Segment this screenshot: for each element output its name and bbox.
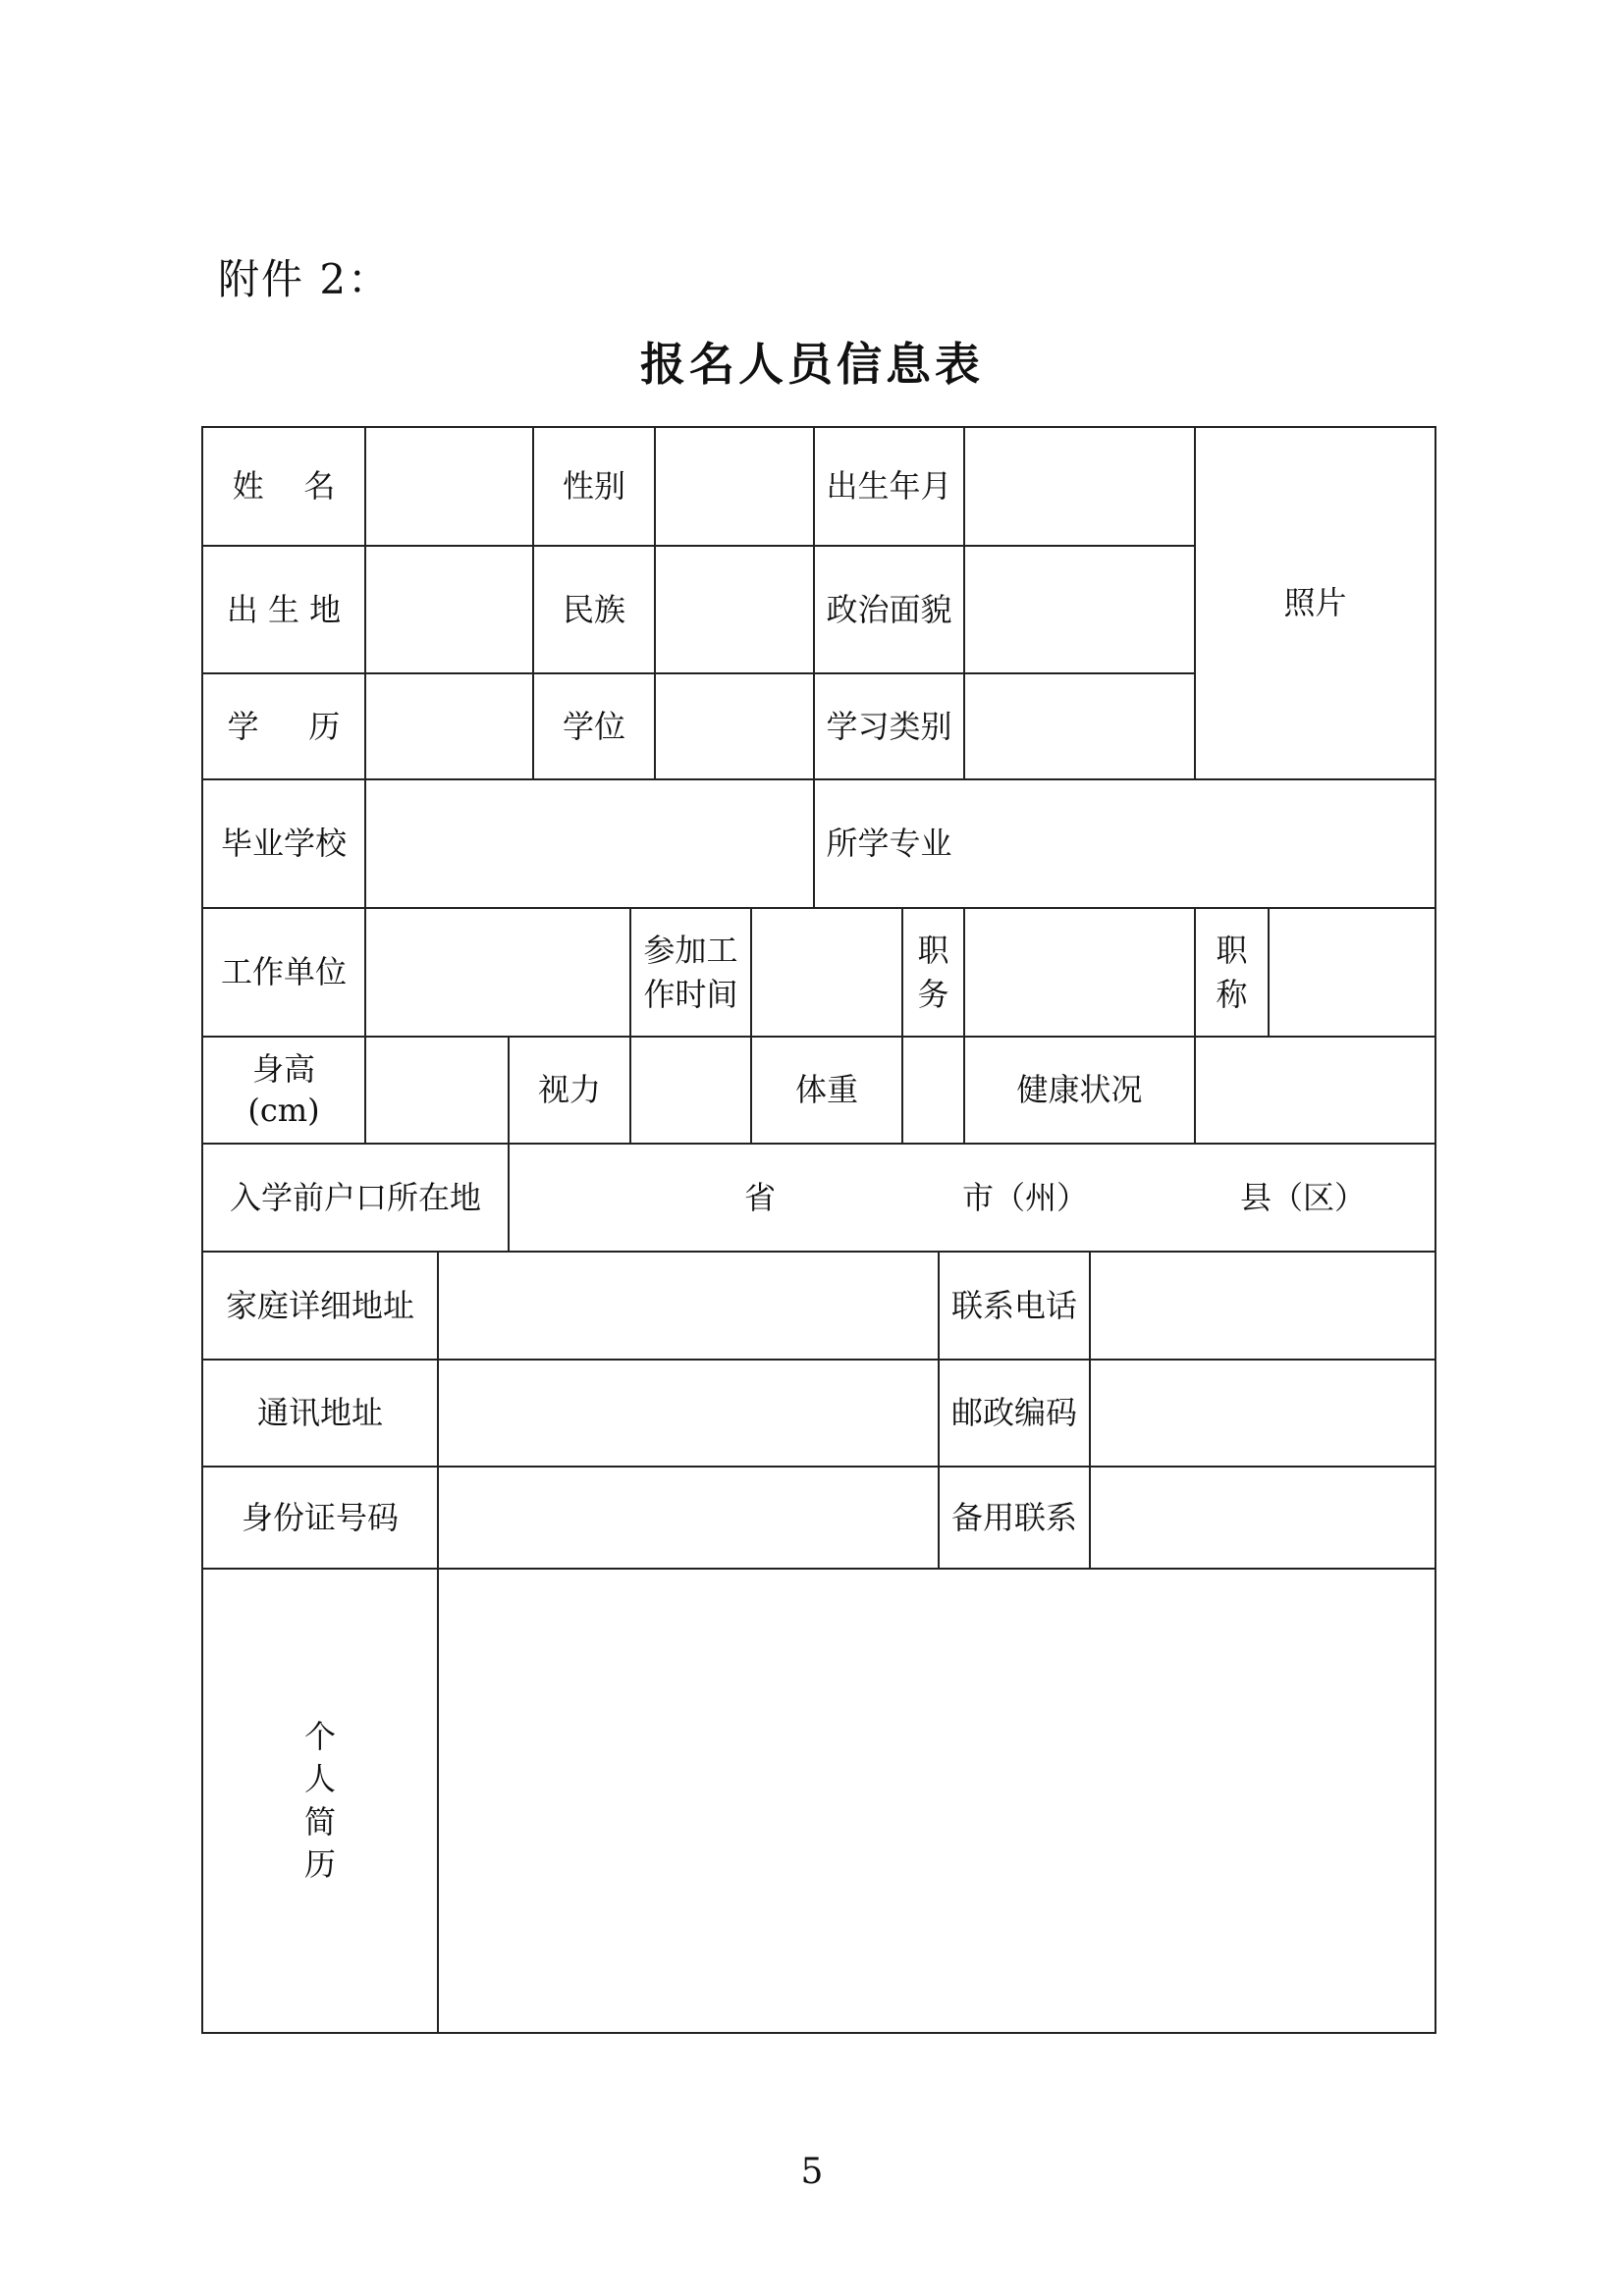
hukou-input[interactable] [509,1144,1435,1252]
resume-char-1: 个 [303,1718,336,1756]
degree-input[interactable] [655,673,814,779]
attachment-label: 附件 2： [218,255,392,303]
postal-code-label: 邮政编码 [950,1394,1077,1432]
photo-label: 照片 [1283,584,1347,622]
gender-input[interactable] [655,427,814,546]
name-input[interactable] [365,427,533,546]
height-label-line-1: 身高 [251,1049,315,1088]
school-label: 毕业学校 [220,825,347,863]
resume-char-4: 历 [303,1844,336,1883]
id-number-label: 身份证号码 [241,1498,399,1536]
postal-code-input[interactable] [1090,1360,1435,1467]
height-input[interactable] [365,1037,509,1144]
name-label: 姓 名 [232,467,336,506]
ethnicity-input[interactable] [655,546,814,673]
resume-char-2: 人 [303,1760,336,1798]
page-number: 5 [800,2152,824,2192]
work-start-input[interactable] [751,908,902,1037]
study-type-label: 学习类别 [826,707,952,745]
job-position-char-1: 职 [917,931,949,969]
id-number-input[interactable] [438,1467,939,1569]
job-title-char-1: 职 [1216,931,1248,969]
gender-label: 性别 [562,467,625,506]
education-input[interactable] [365,673,533,779]
job-position-label [902,908,964,1037]
weight-input[interactable] [902,1037,964,1144]
study-type-input[interactable] [964,673,1195,779]
mail-address-label: 通讯地址 [256,1394,383,1432]
phone-input[interactable] [1090,1252,1435,1360]
major-label: 所学专业 [826,825,952,863]
birth-date-input[interactable] [964,427,1195,546]
hukou-label: 入学前户口所在地 [229,1178,481,1216]
health-label: 健康状况 [1016,1071,1143,1109]
phone-label: 联系电话 [950,1286,1077,1324]
political-status-label: 政治面貌 [826,590,952,628]
hukou-city: 市（州） [962,1178,1089,1216]
degree-label: 学位 [562,707,625,745]
work-start-line-1: 参加工 [643,931,738,969]
job-title-char-2: 称 [1216,975,1248,1013]
education-label: 学 历 [227,707,341,745]
employer-label: 工作单位 [220,953,347,991]
form-title: 报名人员信息表 [640,338,984,391]
work-start-label [630,908,751,1037]
work-start-line-2: 作时间 [643,975,738,1013]
ethnicity-label: 民族 [562,590,625,628]
backup-contact-label: 备用联系 [950,1498,1077,1536]
school-input[interactable] [365,779,814,908]
vision-input[interactable] [630,1037,751,1144]
birthplace-label: 出 生 地 [226,590,342,628]
vision-label: 视力 [537,1071,601,1109]
job-position-char-2: 务 [917,975,949,1013]
height-label-unit: (cm) [247,1091,320,1129]
employer-input[interactable] [365,908,630,1037]
job-position-input[interactable] [964,908,1195,1037]
mail-address-input[interactable] [438,1360,939,1467]
resume-label [202,1569,438,2033]
home-address-label: 家庭详细地址 [225,1286,414,1324]
birthplace-input[interactable] [365,546,533,673]
birth-date-label: 出生年月 [826,467,952,506]
photo-placeholder[interactable] [1195,427,1435,779]
hukou-county: 县（区） [1240,1178,1367,1216]
hukou-province: 省 [744,1178,777,1216]
weight-label: 体重 [794,1071,858,1109]
job-title-label [1195,908,1269,1037]
health-input[interactable] [1195,1037,1435,1144]
political-status-input[interactable] [964,546,1195,673]
major-input[interactable] [964,779,1435,908]
height-label [202,1037,365,1144]
home-address-input[interactable] [438,1252,939,1360]
resume-char-3: 简 [303,1802,336,1841]
resume-input[interactable] [438,1569,1435,2033]
backup-contact-input[interactable] [1090,1467,1435,1569]
job-title-input[interactable] [1269,908,1435,1037]
